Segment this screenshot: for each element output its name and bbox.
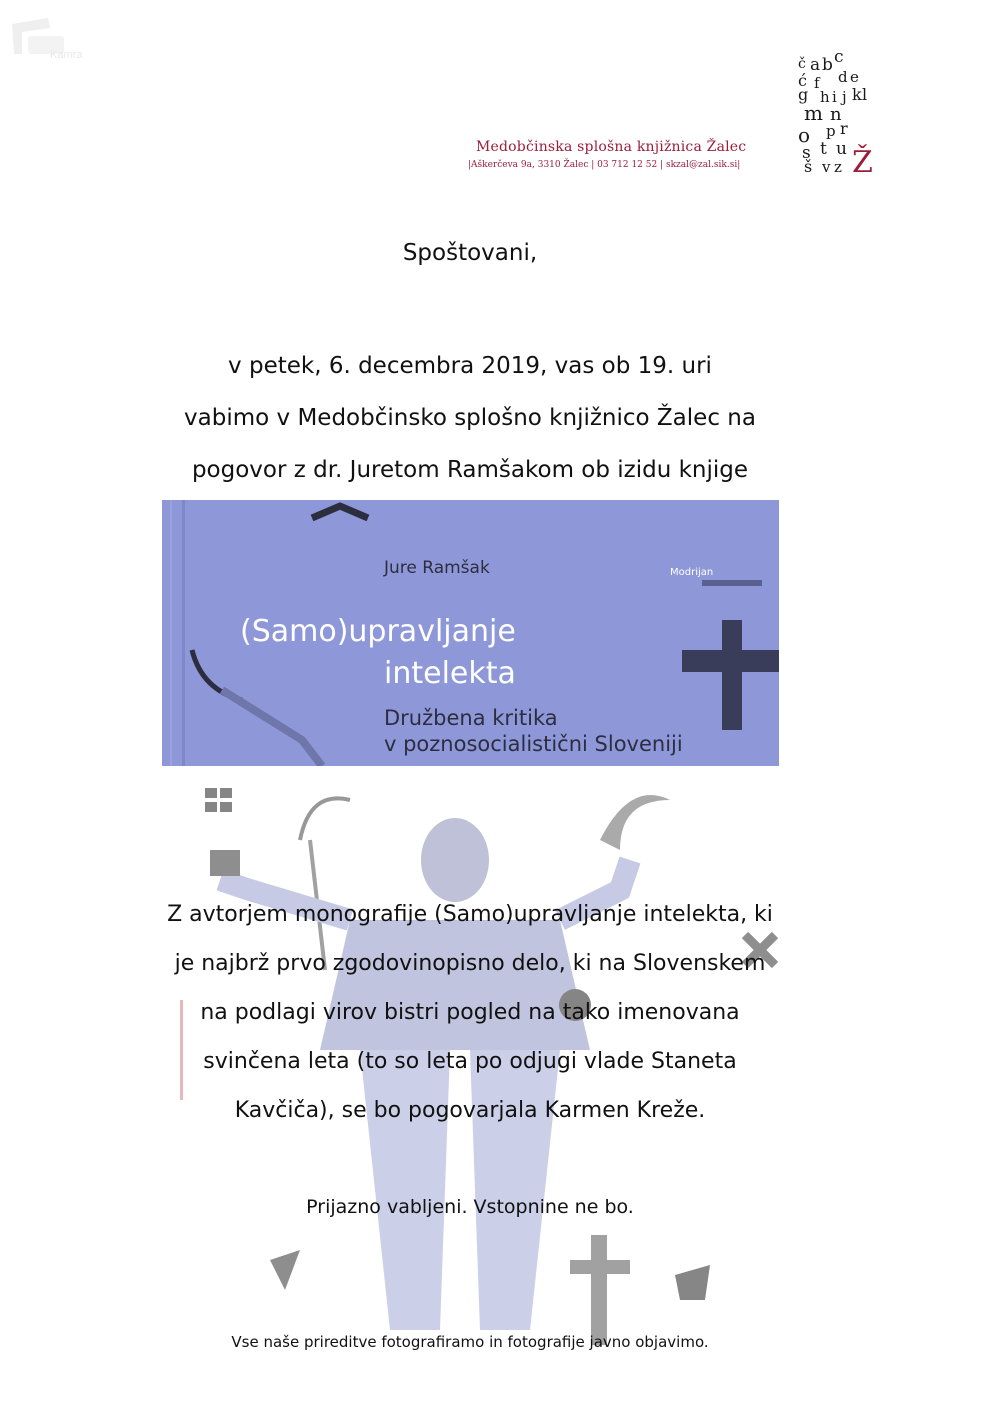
alphabet-letter: v [822, 158, 831, 176]
body-paragraph [0, 890, 940, 1135]
kamra-logo-text: Kamra [50, 49, 83, 61]
body-line: je najbrž prvo zgodovinopisno delo, ki na Slovenskem [174, 951, 766, 976]
body-line: Z avtorjem monografije (Samo)upravljanje intelekta, ki [167, 902, 773, 927]
intro-line: v petek, 6. decembra 2019, vas ob 19. uri [228, 353, 712, 379]
book-publisher: Modrijan [670, 567, 714, 578]
book-subtitle: Družbena kritika [384, 706, 558, 730]
book-author: Jure Ramšak [384, 558, 490, 578]
body-line: na podlagi virov bistri pogled na tako imenovana [200, 1000, 740, 1025]
alphabet-letter: r [840, 119, 848, 138]
alphabet-letter: f [814, 74, 820, 92]
book-subtitle-continued: v poznosocialistični Sloveniji [384, 732, 683, 756]
library-name: Medobčinska splošna knjižnica Žalec [476, 139, 747, 155]
body-line: Kavčiča), se bo pogovarjala Karmen Kreže. [234, 1098, 706, 1123]
alphabet-letter: c [834, 50, 844, 67]
body-line: svinčena leta (to so leta po odjugi vlade Staneta [203, 1049, 737, 1074]
kamra-logo [8, 14, 118, 60]
library-address: |Aškerčeva 9a, 3310 Žalec | 03 712 12 52 | skzal@zal.sik.si| [468, 160, 741, 170]
alphabet-letter: p [826, 122, 836, 140]
photo-note: Vse naše prireditve fotografiramo in fotografije javno objavimo. [231, 1333, 709, 1351]
intro-line: pogovor z dr. Juretom Ramšakom ob izidu knjige [191, 457, 749, 483]
alphabet-letter: o [798, 123, 811, 147]
alphabet-logo-icon [790, 50, 890, 180]
alphabet-letter: l [862, 85, 868, 104]
salutation: Spoštovani, [402, 240, 538, 266]
book-title-continued: intelekta [384, 656, 516, 691]
intro-line: vabimo v Medobčinsko splošno knjižnico Žalec na [184, 405, 756, 431]
alphabet-letter: t [820, 139, 827, 159]
library-header [468, 139, 768, 170]
alphabet-letter-accent: Ž [852, 145, 873, 180]
alphabet-letter: d [838, 68, 848, 86]
alphabet-letter: e [850, 68, 859, 86]
alphabet-letter: č [798, 56, 806, 72]
closing-line: Prijazno vabljeni. Vstopnine ne bo. [306, 1196, 634, 1218]
intro-paragraph [0, 340, 940, 496]
alphabet-letter: g [798, 85, 809, 104]
alphabet-letter: k [852, 85, 862, 104]
alphabet-letter: u [836, 139, 847, 159]
book-cover-banner [162, 500, 779, 766]
alphabet-letter: ć [798, 71, 807, 90]
alphabet-letter: j [842, 88, 847, 106]
book-title: (Samo)upravljanje [240, 614, 516, 649]
alphabet-letter: n [830, 104, 842, 125]
alphabet-letter: a [810, 55, 821, 75]
alphabet-letter: h [820, 88, 830, 106]
alphabet-letter: š [804, 157, 813, 176]
alphabet-letter: z [834, 158, 842, 176]
alphabet-letter: m [804, 101, 823, 125]
alphabet-letter: i [832, 88, 837, 106]
alphabet-letter: s [802, 143, 811, 163]
alphabet-letter: b [822, 55, 833, 75]
